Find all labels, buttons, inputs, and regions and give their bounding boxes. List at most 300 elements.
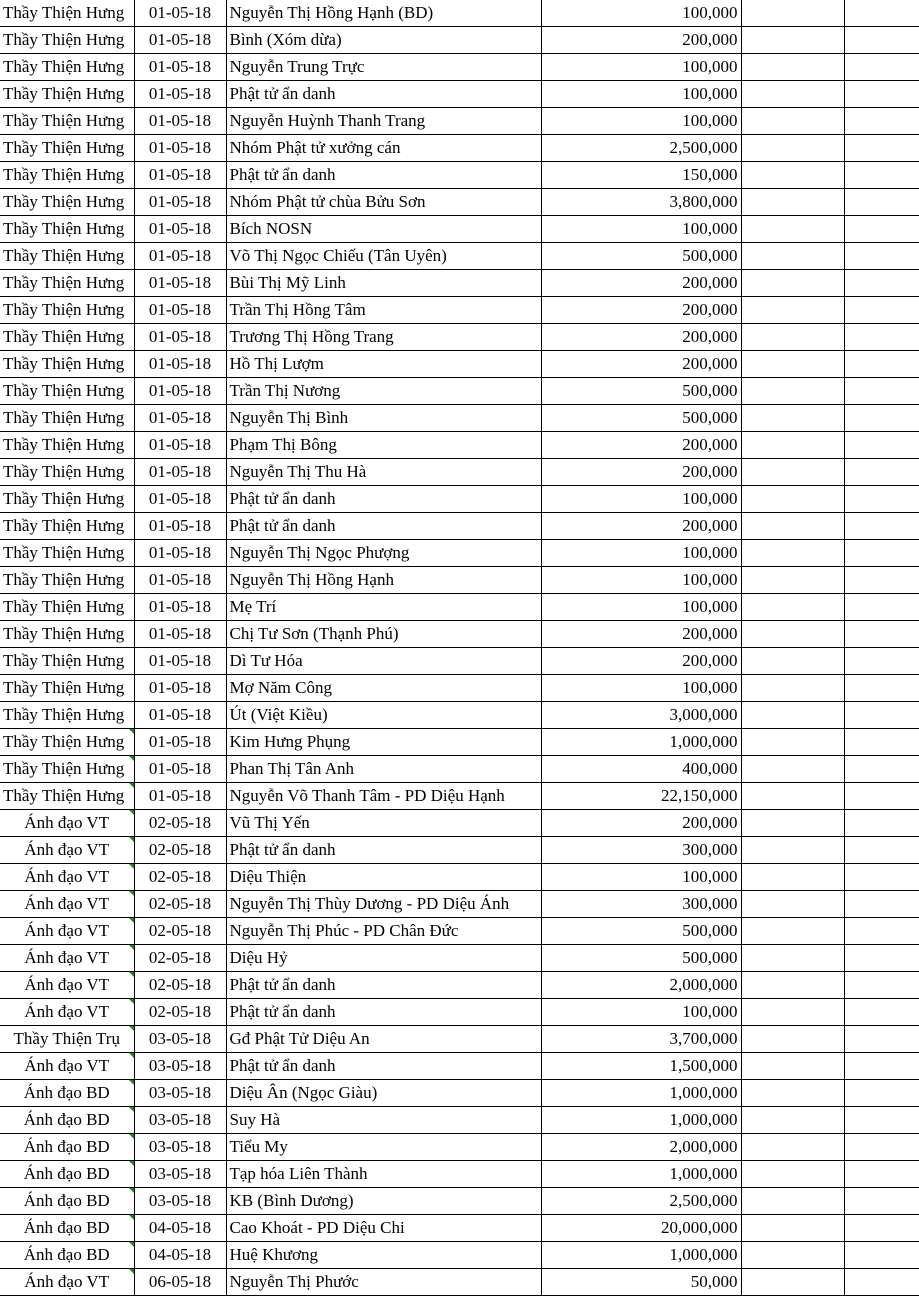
cell-empty[interactable] (844, 648, 919, 675)
cell-amount[interactable] (541, 972, 741, 999)
cell-date[interactable] (134, 567, 226, 594)
cell-date[interactable] (134, 108, 226, 135)
cell-amount[interactable] (541, 1053, 741, 1080)
cell-amount[interactable] (541, 1215, 741, 1242)
cell-donor-name[interactable] (226, 594, 541, 621)
cell-empty[interactable] (741, 378, 844, 405)
cell-empty[interactable] (741, 945, 844, 972)
cell-amount[interactable] (541, 891, 741, 918)
cell-amount[interactable] (541, 1242, 741, 1269)
cell-date[interactable] (134, 1134, 226, 1161)
cell-date-text: 01-05-18 (148, 786, 212, 805)
cell-empty[interactable] (741, 1053, 844, 1080)
cell-empty[interactable] (741, 621, 844, 648)
cell-empty[interactable] (741, 1026, 844, 1053)
cell-amount[interactable] (541, 756, 741, 783)
cell-empty[interactable] (741, 594, 844, 621)
cell-teacher[interactable] (0, 243, 134, 270)
cell-empty[interactable] (844, 1161, 919, 1188)
cell-empty[interactable] (741, 1215, 844, 1242)
cell-amount[interactable] (541, 918, 741, 945)
cell-date[interactable] (134, 621, 226, 648)
cell-amount[interactable] (541, 702, 741, 729)
cell-teacher[interactable] (0, 1107, 134, 1134)
cell-empty[interactable] (741, 243, 844, 270)
cell-empty[interactable] (844, 675, 919, 702)
cell-teacher[interactable] (0, 972, 134, 999)
cell-empty[interactable] (741, 648, 844, 675)
cell-teacher[interactable] (0, 945, 134, 972)
cell-donor-name[interactable] (226, 864, 541, 891)
cell-empty[interactable] (741, 783, 844, 810)
cell-empty[interactable] (741, 540, 844, 567)
cell-amount[interactable] (541, 1188, 741, 1215)
cell-empty[interactable] (741, 999, 844, 1026)
cell-teacher[interactable] (0, 189, 134, 216)
cell-teacher[interactable] (0, 54, 134, 81)
cell-empty[interactable] (741, 135, 844, 162)
cell-empty[interactable] (741, 216, 844, 243)
cell-empty[interactable] (741, 54, 844, 81)
cell-teacher[interactable] (0, 1161, 134, 1188)
cell-empty[interactable] (844, 216, 919, 243)
cell-teacher[interactable] (0, 432, 134, 459)
cell-date[interactable] (134, 891, 226, 918)
cell-donor-name-text: Phật tử ẩn danh (229, 84, 336, 103)
cell-teacher[interactable] (0, 270, 134, 297)
cell-amount[interactable] (541, 567, 741, 594)
cell-teacher[interactable] (0, 648, 134, 675)
cell-empty[interactable] (844, 0, 919, 27)
cell-date[interactable] (134, 1269, 226, 1296)
cell-teacher[interactable] (0, 1188, 134, 1215)
cell-date[interactable] (134, 216, 226, 243)
cell-empty[interactable] (844, 378, 919, 405)
cell-amount[interactable] (541, 648, 741, 675)
cell-date[interactable] (134, 351, 226, 378)
cell-teacher[interactable] (0, 27, 134, 54)
cell-empty[interactable] (741, 351, 844, 378)
cell-empty[interactable] (741, 324, 844, 351)
cell-empty[interactable] (741, 459, 844, 486)
cell-date[interactable] (134, 945, 226, 972)
cell-donor-name[interactable] (226, 945, 541, 972)
cell-amount[interactable] (541, 0, 741, 27)
cell-empty[interactable] (844, 108, 919, 135)
cell-donor-name[interactable] (226, 54, 541, 81)
cell-empty[interactable] (844, 540, 919, 567)
cell-date[interactable] (134, 1242, 226, 1269)
cell-empty[interactable] (741, 675, 844, 702)
cell-donor-name[interactable] (226, 486, 541, 513)
cell-amount[interactable] (541, 135, 741, 162)
cell-empty[interactable] (844, 702, 919, 729)
cell-empty[interactable] (844, 729, 919, 756)
cell-donor-name[interactable] (226, 459, 541, 486)
cell-amount[interactable] (541, 540, 741, 567)
cell-teacher[interactable] (0, 918, 134, 945)
cell-date[interactable] (134, 162, 226, 189)
cell-empty[interactable] (844, 297, 919, 324)
cell-teacher[interactable] (0, 459, 134, 486)
cell-teacher[interactable] (0, 1269, 134, 1296)
cell-amount[interactable] (541, 81, 741, 108)
cell-teacher-text: Thầy Thiện Trụ (13, 1029, 120, 1048)
cell-date[interactable] (134, 729, 226, 756)
cell-amount[interactable] (541, 1161, 741, 1188)
cell-date[interactable] (134, 594, 226, 621)
cell-donor-name[interactable] (226, 216, 541, 243)
cell-empty[interactable] (741, 1161, 844, 1188)
cell-date[interactable] (134, 54, 226, 81)
cell-empty[interactable] (741, 27, 844, 54)
cell-teacher[interactable] (0, 162, 134, 189)
cell-date[interactable] (134, 135, 226, 162)
cell-empty[interactable] (844, 27, 919, 54)
cell-date[interactable] (134, 1215, 226, 1242)
cell-donor-name[interactable] (226, 756, 541, 783)
cell-date[interactable] (134, 648, 226, 675)
cell-teacher[interactable] (0, 1242, 134, 1269)
cell-donor-name[interactable] (226, 1026, 541, 1053)
cell-amount[interactable] (541, 162, 741, 189)
cell-teacher[interactable] (0, 810, 134, 837)
cell-empty[interactable] (844, 621, 919, 648)
cell-teacher[interactable] (0, 378, 134, 405)
cell-donor-name[interactable] (226, 513, 541, 540)
cell-date[interactable] (134, 675, 226, 702)
cell-date[interactable] (134, 189, 226, 216)
cell-amount[interactable] (541, 243, 741, 270)
cell-teacher[interactable] (0, 405, 134, 432)
cell-empty[interactable] (741, 891, 844, 918)
cell-empty[interactable] (844, 1215, 919, 1242)
cell-date[interactable] (134, 459, 226, 486)
cell-amount[interactable] (541, 432, 741, 459)
cell-teacher[interactable] (0, 567, 134, 594)
cell-donor-name[interactable] (226, 972, 541, 999)
cell-empty[interactable] (741, 1269, 844, 1296)
cell-amount-text: 200,000 (682, 327, 738, 346)
cell-date[interactable] (134, 837, 226, 864)
cell-empty[interactable] (844, 513, 919, 540)
cell-donor-name[interactable] (226, 1269, 541, 1296)
cell-amount[interactable] (541, 486, 741, 513)
cell-teacher-text: Thầy Thiện Hưng (3, 408, 125, 427)
cell-empty[interactable] (844, 405, 919, 432)
cell-amount[interactable] (541, 189, 741, 216)
cell-empty[interactable] (844, 1053, 919, 1080)
cell-teacher[interactable] (0, 297, 134, 324)
cell-date-text: 01-05-18 (148, 192, 212, 211)
cell-amount[interactable] (541, 324, 741, 351)
cell-amount[interactable] (541, 1269, 741, 1296)
cell-amount[interactable] (541, 270, 741, 297)
cell-donor-name[interactable] (226, 1053, 541, 1080)
cell-date[interactable] (134, 0, 226, 27)
cell-amount[interactable] (541, 378, 741, 405)
cell-empty[interactable] (844, 54, 919, 81)
cell-donor-name[interactable] (226, 351, 541, 378)
cell-empty[interactable] (844, 891, 919, 918)
cell-empty[interactable] (844, 945, 919, 972)
cell-donor-name[interactable] (226, 621, 541, 648)
cell-donor-name-text: Nguyễn Thị Thu Hà (229, 462, 367, 481)
cell-amount[interactable] (541, 837, 741, 864)
cell-teacher[interactable] (0, 837, 134, 864)
cell-amount[interactable] (541, 297, 741, 324)
cell-amount[interactable] (541, 405, 741, 432)
cell-teacher[interactable] (0, 891, 134, 918)
cell-empty[interactable] (844, 756, 919, 783)
cell-amount[interactable] (541, 594, 741, 621)
cell-empty[interactable] (844, 810, 919, 837)
cell-teacher[interactable] (0, 864, 134, 891)
cell-empty[interactable] (844, 486, 919, 513)
cell-teacher[interactable] (0, 135, 134, 162)
cell-teacher[interactable] (0, 486, 134, 513)
cell-amount[interactable] (541, 1107, 741, 1134)
cell-donor-name[interactable] (226, 135, 541, 162)
cell-empty[interactable] (741, 837, 844, 864)
cell-date[interactable] (134, 1026, 226, 1053)
cell-empty[interactable] (741, 702, 844, 729)
cell-empty[interactable] (844, 972, 919, 999)
cell-amount[interactable] (541, 945, 741, 972)
cell-date[interactable] (134, 756, 226, 783)
cell-teacher[interactable] (0, 108, 134, 135)
cell-teacher[interactable] (0, 756, 134, 783)
cell-teacher[interactable] (0, 621, 134, 648)
cell-empty[interactable] (741, 108, 844, 135)
cell-date[interactable] (134, 999, 226, 1026)
cell-donor-name[interactable] (226, 540, 541, 567)
cell-empty[interactable] (741, 0, 844, 27)
cell-teacher[interactable] (0, 729, 134, 756)
cell-amount[interactable] (541, 729, 741, 756)
cell-empty[interactable] (741, 972, 844, 999)
cell-donor-name[interactable] (226, 729, 541, 756)
cell-donor-name[interactable] (226, 1134, 541, 1161)
table-row (0, 1242, 919, 1269)
cell-amount[interactable] (541, 351, 741, 378)
cell-amount[interactable] (541, 864, 741, 891)
cell-date[interactable] (134, 378, 226, 405)
cell-teacher[interactable] (0, 1080, 134, 1107)
cell-donor-name[interactable] (226, 1161, 541, 1188)
cell-teacher[interactable] (0, 351, 134, 378)
cell-empty[interactable] (844, 351, 919, 378)
cell-empty[interactable] (741, 81, 844, 108)
cell-empty[interactable] (844, 189, 919, 216)
cell-teacher[interactable] (0, 0, 134, 27)
cell-empty[interactable] (844, 324, 919, 351)
cell-teacher[interactable] (0, 216, 134, 243)
cell-empty[interactable] (844, 999, 919, 1026)
cell-amount[interactable] (541, 108, 741, 135)
cell-empty[interactable] (741, 1107, 844, 1134)
cell-amount[interactable] (541, 1080, 741, 1107)
cell-donor-name[interactable] (226, 81, 541, 108)
cell-empty[interactable] (741, 864, 844, 891)
cell-donor-name[interactable] (226, 27, 541, 54)
cell-amount[interactable] (541, 27, 741, 54)
cell-teacher[interactable] (0, 513, 134, 540)
cell-date[interactable] (134, 810, 226, 837)
cell-empty[interactable] (741, 162, 844, 189)
cell-teacher[interactable] (0, 594, 134, 621)
cell-date[interactable] (134, 486, 226, 513)
cell-donor-name[interactable] (226, 108, 541, 135)
cell-date[interactable] (134, 783, 226, 810)
cell-empty[interactable] (844, 837, 919, 864)
cell-empty[interactable] (844, 81, 919, 108)
cell-amount[interactable] (541, 783, 741, 810)
cell-amount[interactable] (541, 1134, 741, 1161)
cell-date[interactable] (134, 324, 226, 351)
cell-donor-name[interactable] (226, 810, 541, 837)
cell-empty[interactable] (741, 1242, 844, 1269)
cell-amount[interactable] (541, 621, 741, 648)
comment-indicator-icon (129, 972, 134, 977)
cell-donor-name[interactable] (226, 405, 541, 432)
cell-empty[interactable] (741, 1188, 844, 1215)
cell-donor-name[interactable] (226, 189, 541, 216)
cell-date[interactable] (134, 540, 226, 567)
cell-amount[interactable] (541, 54, 741, 81)
cell-donor-name-text: Trần Thị Nương (229, 381, 341, 400)
cell-teacher[interactable] (0, 81, 134, 108)
cell-donor-name[interactable] (226, 837, 541, 864)
cell-empty[interactable] (741, 1134, 844, 1161)
cell-donor-name[interactable] (226, 270, 541, 297)
cell-empty[interactable] (844, 783, 919, 810)
cell-teacher[interactable] (0, 783, 134, 810)
cell-donor-name[interactable] (226, 783, 541, 810)
cell-teacher[interactable] (0, 324, 134, 351)
cell-empty[interactable] (741, 567, 844, 594)
cell-date[interactable] (134, 27, 226, 54)
cell-donor-name[interactable] (226, 297, 541, 324)
cell-date[interactable] (134, 1053, 226, 1080)
cell-teacher[interactable] (0, 1215, 134, 1242)
cell-empty[interactable] (844, 1134, 919, 1161)
cell-empty[interactable] (741, 756, 844, 783)
cell-donor-name[interactable] (226, 324, 541, 351)
cell-donor-name[interactable] (226, 1188, 541, 1215)
cell-empty[interactable] (741, 729, 844, 756)
cell-amount[interactable] (541, 999, 741, 1026)
cell-date[interactable] (134, 1188, 226, 1215)
cell-date[interactable] (134, 405, 226, 432)
cell-donor-name[interactable] (226, 1107, 541, 1134)
cell-empty[interactable] (844, 567, 919, 594)
cell-date[interactable] (134, 81, 226, 108)
cell-date[interactable] (134, 918, 226, 945)
cell-amount[interactable] (541, 216, 741, 243)
cell-teacher[interactable] (0, 702, 134, 729)
cell-donor-name[interactable] (226, 378, 541, 405)
cell-donor-name[interactable] (226, 891, 541, 918)
cell-empty[interactable] (741, 486, 844, 513)
cell-donor-name[interactable] (226, 0, 541, 27)
cell-teacher-text: Thầy Thiện Hưng (3, 489, 125, 508)
cell-date[interactable] (134, 1080, 226, 1107)
cell-date[interactable] (134, 972, 226, 999)
cell-empty[interactable] (741, 432, 844, 459)
cell-amount[interactable] (541, 513, 741, 540)
cell-empty[interactable] (741, 918, 844, 945)
cell-teacher[interactable] (0, 1053, 134, 1080)
cell-donor-name[interactable] (226, 432, 541, 459)
cell-date[interactable] (134, 864, 226, 891)
cell-empty[interactable] (844, 1080, 919, 1107)
cell-empty[interactable] (844, 270, 919, 297)
cell-date[interactable] (134, 243, 226, 270)
cell-empty[interactable] (741, 297, 844, 324)
cell-empty[interactable] (844, 594, 919, 621)
cell-empty[interactable] (844, 1026, 919, 1053)
cell-teacher[interactable] (0, 999, 134, 1026)
cell-donor-name[interactable] (226, 1242, 541, 1269)
cell-amount[interactable] (541, 459, 741, 486)
cell-amount[interactable] (541, 1026, 741, 1053)
cell-empty[interactable] (844, 135, 919, 162)
cell-date[interactable] (134, 432, 226, 459)
cell-teacher[interactable] (0, 675, 134, 702)
cell-teacher[interactable] (0, 1026, 134, 1053)
cell-empty[interactable] (844, 918, 919, 945)
cell-date[interactable] (134, 1107, 226, 1134)
cell-empty[interactable] (741, 1080, 844, 1107)
cell-donor-name[interactable] (226, 999, 541, 1026)
cell-amount[interactable] (541, 810, 741, 837)
cell-empty[interactable] (741, 189, 844, 216)
cell-donor-name[interactable] (226, 567, 541, 594)
cell-empty[interactable] (741, 270, 844, 297)
cell-empty[interactable] (844, 1188, 919, 1215)
cell-date[interactable] (134, 702, 226, 729)
cell-donor-name[interactable] (226, 702, 541, 729)
cell-donor-name[interactable] (226, 675, 541, 702)
cell-empty[interactable] (844, 162, 919, 189)
cell-date[interactable] (134, 1161, 226, 1188)
cell-empty[interactable] (844, 1269, 919, 1296)
cell-donor-name[interactable] (226, 918, 541, 945)
cell-date[interactable] (134, 270, 226, 297)
cell-teacher[interactable] (0, 540, 134, 567)
cell-empty[interactable] (741, 513, 844, 540)
cell-donor-name[interactable] (226, 243, 541, 270)
cell-teacher[interactable] (0, 1134, 134, 1161)
cell-empty[interactable] (844, 243, 919, 270)
cell-amount[interactable] (541, 675, 741, 702)
cell-date[interactable] (134, 513, 226, 540)
cell-donor-name[interactable] (226, 162, 541, 189)
cell-empty[interactable] (844, 459, 919, 486)
cell-donor-name[interactable] (226, 1080, 541, 1107)
cell-empty[interactable] (741, 810, 844, 837)
cell-date[interactable] (134, 297, 226, 324)
cell-donor-name-text: Bùi Thị Mỹ Linh (229, 273, 346, 292)
cell-empty[interactable] (741, 405, 844, 432)
cell-donor-name[interactable] (226, 1215, 541, 1242)
cell-empty[interactable] (844, 864, 919, 891)
cell-donor-name[interactable] (226, 648, 541, 675)
cell-empty[interactable] (844, 1107, 919, 1134)
cell-empty[interactable] (844, 432, 919, 459)
cell-empty[interactable] (844, 1242, 919, 1269)
